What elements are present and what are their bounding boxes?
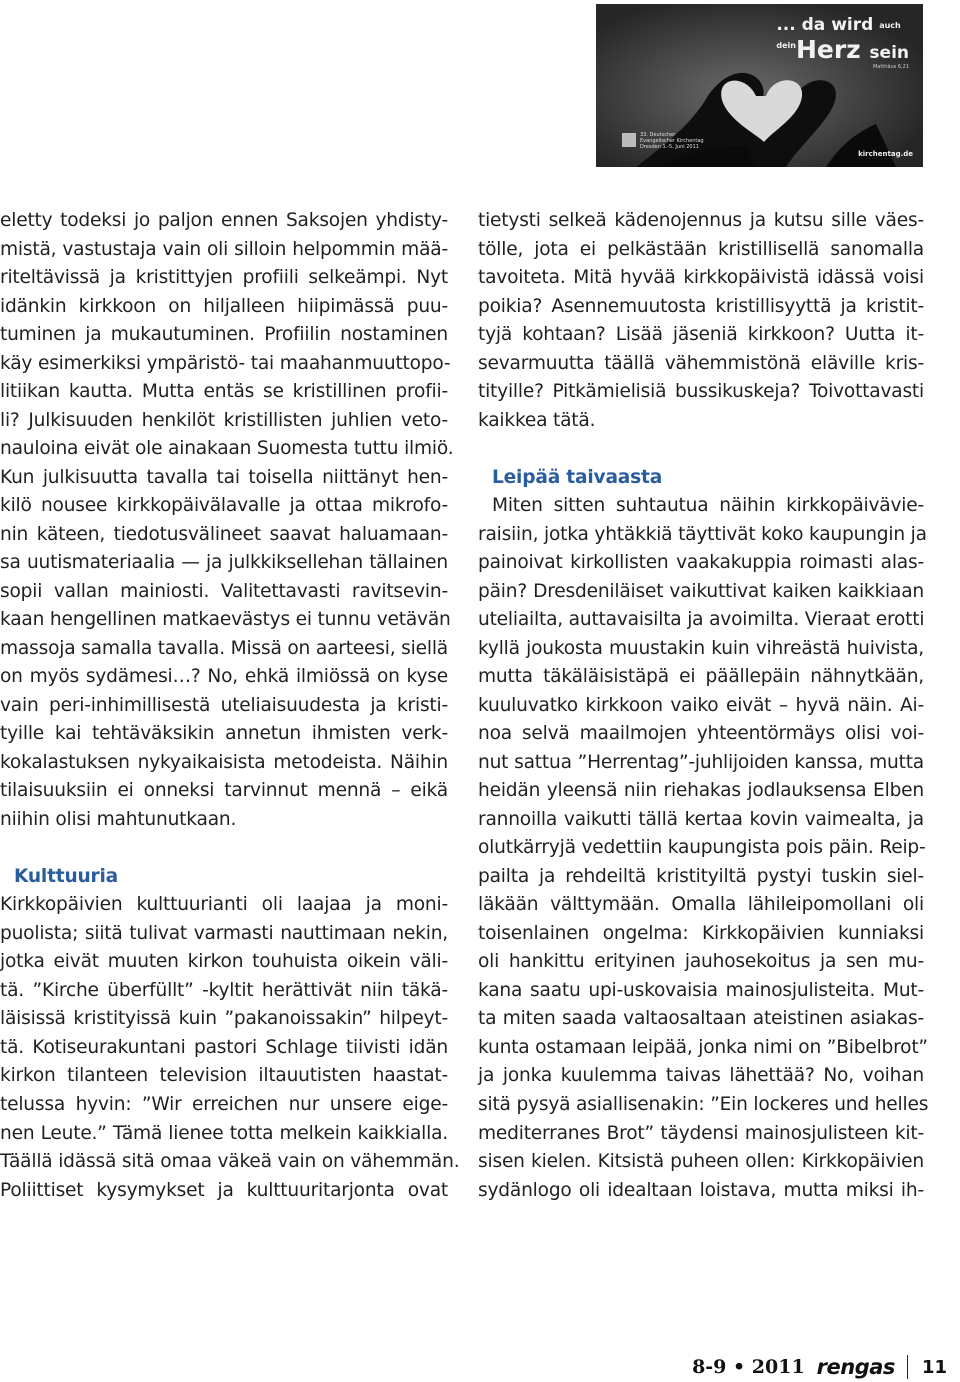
text-line: käy esimerkiksi ympäristö- tai maahanmuuttopo-	[0, 352, 451, 374]
section-heading-leipaa-taivaasta: Leipää taivaasta	[492, 466, 663, 488]
text-line: idänkin kirkkoon on hiljalleen hiipimässä puu-	[0, 295, 448, 317]
text-line: eletty todeksi jo paljon ennen Saksojen yhdisty-	[0, 210, 448, 231]
motto-reference: Matthäus 6,21	[872, 64, 909, 70]
text-line: kirkon tilanteen television iltauutisten haastat-	[0, 1065, 448, 1087]
page-footer	[692, 1353, 947, 1381]
text-line: ta miten saada valtaosaltaan ateistinen asiakas-	[478, 1008, 924, 1030]
right-paragraph-2	[478, 492, 929, 1205]
text-line: jotka eivät muuten kirkon touhuista oikein väli-	[0, 951, 448, 973]
text-line: tyjä kohtaan? Lisää jäseniä kirkkoon? Uutta it-	[478, 324, 924, 346]
left-paragraph-2	[0, 891, 460, 1205]
text-line: Kirkkopäivien kulttuurianti oli laajaa ja moni-	[0, 894, 448, 916]
event-line-1: 33. Deutscher	[640, 132, 676, 138]
poster-website: kirchentag.de	[858, 150, 913, 158]
text-line: heidän yleensä niin riehakas jodlauksensa Elben	[478, 780, 924, 802]
text-line: massoja samalla tavalla. Missä on aarteesi, siellä	[0, 637, 448, 659]
text-line: ja jonka kuulemma taivas lähettää? No, voihan	[478, 1065, 924, 1087]
text-line: olutkärryjä vedettiin kaupungista pois päin. Reip-	[478, 837, 926, 859]
text-line: toisenlainen ongelma: Kirkkopäivien kunniaksi	[478, 922, 924, 944]
poster-motto	[776, 16, 909, 70]
text-line: rannoilla vaikutti tällä kertaa kovin vaimealta, ja	[478, 808, 924, 830]
text-line: tilaisuuksiin ei onneksi tarvinnut mennä – eikä	[0, 780, 448, 802]
text-line: päin? Dresdeniläiset vaikuttivat kaiken kaikkiaan	[478, 580, 924, 602]
text-line: oli hankittu erityinen jauhosekoitus ja sen mu-	[478, 951, 924, 973]
text-line: sa uutismateriaalia — ja julkkiksellehan tällainen	[0, 552, 448, 574]
text-line: kilö nousee kirkkopäivälavalle ja ottaa mikrofo-	[0, 495, 448, 517]
text-line: vain peri-inhimillisestä uteliaisuudesta ja kristi-	[0, 694, 448, 716]
right-column	[478, 207, 929, 1205]
text-line: tuminen ja mukautuminen. Profiilin nostaminen	[0, 324, 448, 346]
text-line: kana saatu upi-uskovaisia mainosjulisteita. Mut-	[478, 979, 924, 1001]
text-line: kuuluvatko kirkkoon vaiko eivät – hyvä näin. Ai-	[478, 694, 924, 716]
motto-small-auch: auch	[879, 21, 901, 30]
text-line: tä. ”Kirche überfüllt” -kyltit herättivät niin täkä-	[0, 979, 448, 1001]
text-line: raisiin, jotka yhtäkkiä täyttivät koko kaupungin ja	[478, 523, 927, 545]
text-line: läkään välttymään. Omalla lähileipomollani oli	[478, 894, 924, 916]
issue-date: 8-9 • 2011	[692, 1356, 805, 1378]
text-line: poikia? Asennemuutosta kristillisyyttä ja kristit-	[478, 295, 924, 317]
motto-small-dein: dein	[776, 41, 796, 50]
text-line: on myös sydämesi…? No, ehkä ilmiössä on kyse	[0, 666, 448, 688]
text-line: tä. Kotiseurakuntani pastori Schlage tiivisti idän	[0, 1036, 448, 1058]
text-line: Täällä idässä sitä omaa väkeä vain on vähemmän.	[0, 1151, 460, 1173]
kirchentag-poster	[596, 4, 923, 167]
event-line-2: Evangelischer Kirchentag	[640, 138, 704, 144]
text-line: niihin olisi mahtunutkaan.	[0, 808, 237, 830]
text-line: kaan hengellinen matkaevästys ei tunnu vetävän	[0, 609, 451, 631]
text-line: litiikan kautta. Mutta entäs se kristillinen profii-	[0, 381, 448, 403]
text-line: nin käteen, tiedotusvälineet saavat haluamaan-	[0, 523, 448, 545]
text-line: Kun julkisuutta tavalla tai toisella niittänyt hen-	[0, 466, 448, 488]
text-line: tietysti selkeä kädenojennus ja kutsu sille väes-	[478, 210, 924, 231]
kirchentag-logo-icon	[622, 133, 636, 147]
text-line: kokalastuksen nykyaikaisista metodeista. Näihin	[0, 751, 448, 773]
text-line: sopii vallan mainiosti. Valitettavasti ravitsevin-	[0, 580, 448, 602]
motto-sein: sein	[869, 43, 909, 63]
text-line: li? Julkisuuden henkilöt kristillisten juhlien veto-	[0, 409, 448, 431]
text-line: kunta ostamaan leipää, jonka nimi on ”Bibelbrot”	[478, 1036, 928, 1058]
right-paragraph-1	[478, 207, 924, 435]
text-line: tavoiteta. Mitä hyvää kirkkopäivistä idässä voisi	[478, 267, 924, 289]
text-line: uteliailta, auttavaisilta ja avoimilta. Vieraat erotti	[478, 609, 925, 631]
text-line: painoivat kirkollisten vaakakuppia roimasti alas-	[478, 552, 924, 574]
motto-line1: ... da wird	[776, 15, 874, 35]
spacer	[0, 834, 448, 863]
text-line: nauloina eivät ole ainakaan Suomesta tuttu ilmiö.	[0, 438, 454, 460]
text-line: kaikkea tätä.	[478, 409, 596, 431]
text-line: tityille? Pitkämielisiä bussikuskeja? Toivottavasti	[478, 381, 924, 403]
text-line: sisen kielen. Kitsistä puheen ollen: Kirkkopäivien	[478, 1151, 924, 1173]
text-line: sitä pysyä asiallisenakin: ”Ein lockeres und helles	[478, 1093, 929, 1115]
text-line: pailta ja rehdeiltä kristityiltä pystyi tuskin siel-	[478, 865, 924, 887]
event-line-3: Dresden 1.-5. Juni 2011	[640, 144, 699, 150]
magazine-logo: rengas	[816, 1355, 895, 1379]
motto-herz: Herz	[795, 35, 861, 64]
text-line: Miten sitten suhtautua näihin kirkkopäivävie-	[492, 495, 924, 517]
text-line: Poliittiset kysymykset ja kulttuuritarjonta ovat	[0, 1179, 448, 1201]
section-heading-kulttuuria: Kulttuuria	[14, 865, 119, 887]
text-line: tyille kai tehtäväksikin annetun ihmisten verk-	[0, 723, 448, 745]
text-line: noa selvä maailmojen yhteentörmäys olisi voi-	[478, 723, 924, 745]
left-paragraph-1	[0, 207, 454, 834]
text-line: sevarmuutta täällä vähemmistönä eläville kris-	[478, 352, 924, 374]
page-number: 11	[921, 1356, 947, 1378]
text-line: telussa hyvin: ”Wir erreichen nur unsere eige-	[0, 1093, 448, 1115]
left-column	[0, 207, 460, 1205]
text-line: riteltävissä ja kristittyjen profiili selkeämpi. Nyt	[0, 267, 448, 289]
text-line: nen Leute.” Tämä lienee totta melkein kaikkialla.	[0, 1122, 448, 1144]
spacer	[478, 435, 924, 464]
text-line: nut sattua ”Herrentag”-juhlijoiden kanssa, mutta	[478, 751, 924, 773]
text-line: tölle, jota ei pelkästään kristillisellä sanomalla	[478, 238, 924, 260]
text-line: mistä, vastustaja vain oli silloin helpommin mää-	[0, 238, 448, 260]
text-line: sydänlogo oli idealtaan loistava, mutta miksi ih-	[478, 1179, 924, 1201]
text-line: läisissä kristityissä kuin ”pakanoissakin” hilpeyt-	[0, 1008, 448, 1030]
text-line: puolista; siitä tulivat varmasti nauttimaan nekin,	[0, 922, 448, 944]
text-line: mutta täkäläisistäpä ei päällepäin nähnytkään,	[478, 666, 924, 688]
text-line: mediterranes Brot” täydensi mainosjulisteen kit-	[478, 1122, 924, 1144]
text-line: kyllä joukosta muustakin kuin vihreästä huivista,	[478, 637, 924, 659]
poster-event-info	[622, 132, 704, 150]
footer-divider	[907, 1355, 908, 1379]
